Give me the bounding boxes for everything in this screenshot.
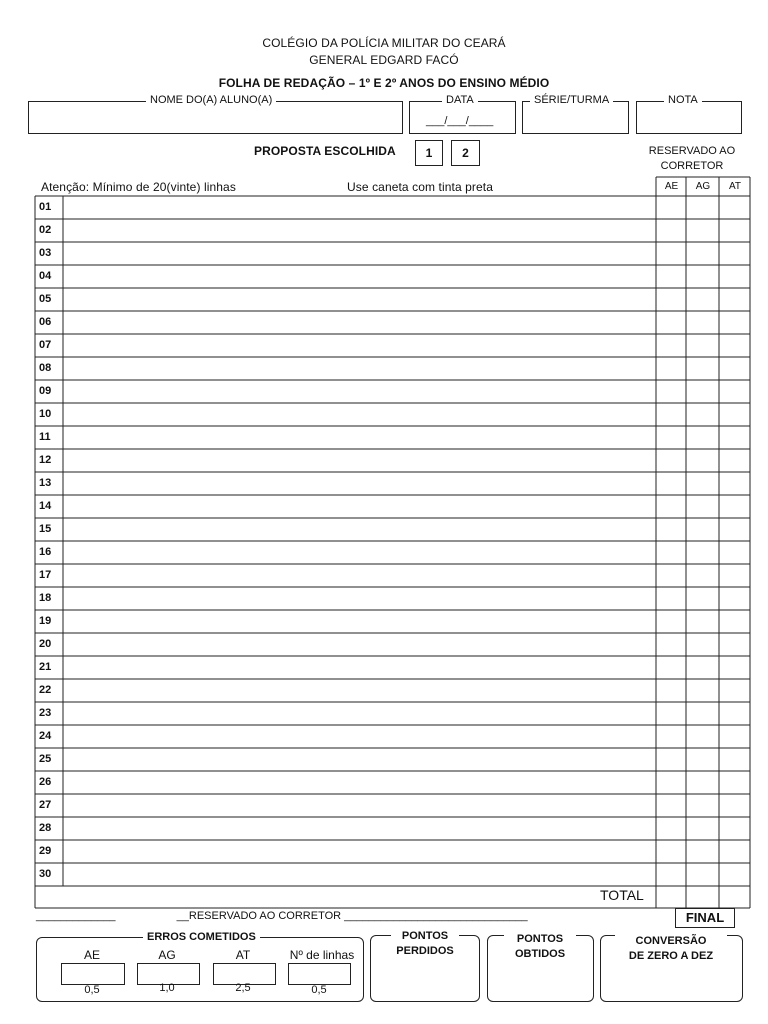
line-number: 17 — [39, 569, 52, 581]
line-number: 10 — [39, 408, 52, 420]
line-number: 12 — [39, 454, 52, 466]
school-general: GENERAL EDGARD FACÓ — [309, 53, 459, 67]
error-ae-weight: 0,5 — [84, 984, 100, 996]
line-number: 06 — [39, 316, 52, 328]
student-name-label: NOME DO(A) ALUNO(A) — [146, 94, 276, 106]
lost-points-box[interactable] — [370, 930, 480, 1002]
total-label: TOTAL — [600, 887, 644, 903]
line-number: 11 — [39, 431, 51, 443]
error-lines-input[interactable] — [288, 963, 351, 985]
series-label: SÉRIE/TURMA — [530, 94, 613, 106]
line-number: 28 — [39, 822, 52, 834]
error-ae-label: AE — [83, 948, 100, 962]
proposal-option-2[interactable]: 2 — [451, 140, 480, 166]
line-number: 18 — [39, 592, 52, 604]
footer-reserved-line: _____________ __RESERVADO AO CORRETOR ______________________________ — [36, 910, 528, 922]
reserved-label-line2: CORRETOR — [660, 160, 724, 172]
grade-label: NOTA — [664, 94, 702, 106]
line-number: 09 — [39, 385, 52, 397]
obtained-points-line1: PONTOS — [516, 933, 564, 945]
line-number: 04 — [39, 270, 52, 282]
obtained-points-box[interactable] — [487, 935, 594, 1002]
obtained-points-label — [504, 932, 576, 962]
line-number: 26 — [39, 776, 52, 788]
line-number: 23 — [39, 707, 52, 719]
line-number: 25 — [39, 753, 52, 765]
min-lines-notice: Atenção: Mínimo de 20(vinte) linhas — [41, 180, 236, 194]
sheet-title: FOLHA DE REDAÇÃO – 1º E 2º ANOS DO ENSINO MÉDIO — [218, 76, 550, 90]
conversion-line2: DE ZERO A DEZ — [628, 950, 714, 962]
error-lines-label: Nº de linhas — [289, 948, 355, 962]
date-blank: ___/___/____ — [426, 115, 494, 127]
line-number: 01 — [39, 201, 52, 213]
line-number: 14 — [39, 500, 52, 512]
line-number: 08 — [39, 362, 52, 374]
proposal-option-1[interactable]: 1 — [415, 140, 443, 166]
lost-points-line1: PONTOS — [401, 930, 449, 942]
line-number: 15 — [39, 523, 52, 535]
conversion-box[interactable] — [600, 935, 743, 1002]
school-name: COLÉGIO DA POLÍCIA MILITAR DO CEARÁ — [262, 36, 506, 50]
conversion-line1: CONVERSÃO — [635, 935, 707, 947]
error-lines-weight: 0,5 — [311, 984, 327, 996]
col-header-at: AT — [728, 181, 742, 192]
line-number: 20 — [39, 638, 52, 650]
line-number: 03 — [39, 247, 52, 259]
line-number: 29 — [39, 845, 52, 857]
date-label: DATA — [442, 94, 478, 106]
obtained-points-line2: OBTIDOS — [514, 948, 566, 960]
error-ag-weight: 1,0 — [159, 982, 175, 994]
proposal-label: PROPOSTA ESCOLHIDA — [254, 144, 396, 158]
line-number: 24 — [39, 730, 52, 742]
line-number: 19 — [39, 615, 52, 627]
error-at-weight: 2,5 — [235, 982, 251, 994]
error-ae-input[interactable] — [61, 963, 125, 985]
errors-box — [36, 931, 364, 1002]
line-number: 30 — [39, 868, 52, 880]
line-number: 05 — [39, 293, 52, 305]
line-number: 22 — [39, 684, 52, 696]
errors-title: ERROS COMETIDOS — [143, 930, 260, 945]
lost-points-label — [391, 929, 459, 959]
conversion-label — [615, 934, 727, 964]
col-header-ae: AE — [664, 181, 679, 192]
line-number: 02 — [39, 224, 52, 236]
line-number: 13 — [39, 477, 52, 489]
final-box: FINAL — [675, 908, 735, 928]
lost-points-line2: PERDIDOS — [396, 945, 454, 957]
reserved-label-line1: RESERVADO AO — [648, 145, 736, 157]
line-number: 16 — [39, 546, 52, 558]
error-ag-label: AG — [158, 948, 176, 962]
pen-notice: Use caneta com tinta preta — [347, 180, 494, 194]
error-at-label: AT — [235, 948, 251, 962]
line-number: 07 — [39, 339, 52, 351]
col-header-ag: AG — [695, 181, 711, 192]
line-number: 27 — [39, 799, 52, 811]
line-number: 21 — [39, 661, 52, 673]
